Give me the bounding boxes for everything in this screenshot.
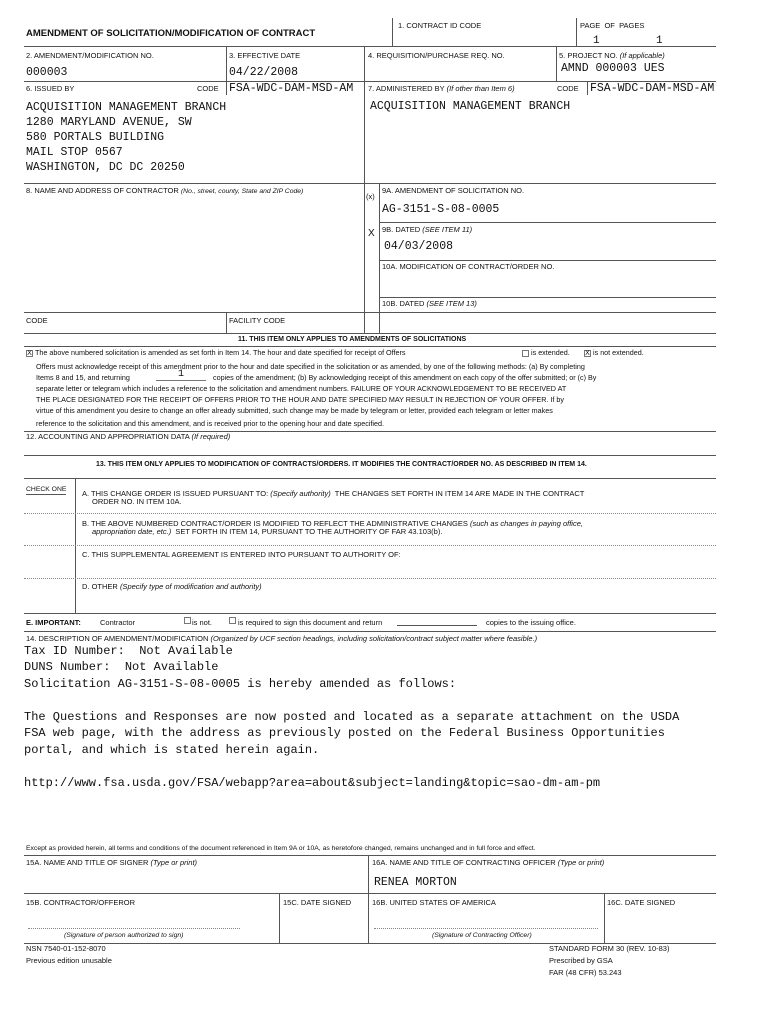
administered-by-label: 7. ADMINISTERED BY (If other than Item 6) xyxy=(368,84,515,93)
project-no-value: AMND 000003 UES xyxy=(561,62,665,75)
nsn-text: NSN 7540-01-152-8070 xyxy=(26,944,106,953)
item-11-checkbox[interactable]: X xyxy=(27,350,32,357)
important-label: E. IMPORTANT: xyxy=(26,618,81,627)
rule xyxy=(364,46,365,82)
tax-id-line: Tax ID Number: Not Available xyxy=(24,644,233,658)
project-no-label: 5. PROJECT NO. (If applicable) xyxy=(559,51,665,60)
pages-value: 1 xyxy=(656,35,663,47)
description-line: portal, and which is stated herein again. xyxy=(24,743,320,757)
copies-to-office-label: copies to the issuing office. xyxy=(486,618,576,627)
amendment-no-value: 000003 xyxy=(26,66,68,79)
rule xyxy=(392,18,393,47)
code-label: CODE xyxy=(26,316,48,325)
description-line: The Questions and Responses are now posted and located as a separate attachment on the USDA xyxy=(24,710,680,724)
rule xyxy=(279,893,280,943)
item-11-line1: The above numbered solicitation is amended as set forth in Item 14. The hour and date specified for receipt of Offers xyxy=(35,348,406,357)
is-extended-label: is extended. xyxy=(531,348,570,357)
rule xyxy=(226,46,227,82)
copies-returned-value: 1 xyxy=(156,369,206,381)
x-column-label: (x) xyxy=(366,192,375,201)
officer-date-signed-label: 16C. DATE SIGNED xyxy=(607,898,676,907)
extended-checkbox[interactable] xyxy=(522,350,529,357)
rule xyxy=(24,578,716,579)
item-9-check-mark: X xyxy=(368,228,375,239)
administered-by-code-label: CODE xyxy=(557,84,579,93)
rule xyxy=(24,631,716,632)
rule xyxy=(24,455,716,456)
rule xyxy=(24,346,716,347)
item-11-line3a: Items 8 and 15, and returning xyxy=(36,373,130,382)
rule xyxy=(368,855,369,943)
signature-line xyxy=(374,928,598,929)
modification-date-label: 10B. DATED (SEE ITEM 13) xyxy=(382,299,477,308)
facility-code-label: FACILITY CODE xyxy=(229,316,286,325)
rule xyxy=(226,312,227,333)
rule xyxy=(379,183,380,333)
item-11-line3b: copies of the amendment; (b) By acknowledging receipt of this amendment on each copy of the offer submitted; or (c) By xyxy=(213,373,597,382)
signature-person-caption: (Signature of person authorized to sign) xyxy=(64,932,184,939)
form-title: AMENDMENT OF SOLICITATION/MODIFICATION OF CONTRACT xyxy=(26,28,316,39)
far-text: FAR (48 CFR) 53.243 xyxy=(549,968,622,977)
item-13c-text: C. THIS SUPPLEMENTAL AGREEMENT IS ENTERED INTO PURSUANT TO AUTHORITY OF: xyxy=(82,550,401,559)
duns-line: DUNS Number: Not Available xyxy=(24,660,219,674)
copies-blank[interactable] xyxy=(397,625,477,626)
effective-date-label: 3. EFFECTIVE DATE xyxy=(229,51,301,60)
rule xyxy=(379,297,716,298)
rule xyxy=(24,855,716,856)
rule xyxy=(24,513,716,514)
rule xyxy=(24,312,716,313)
description-line: FSA web page, with the address as previously posted on the Federal Business Opportunities xyxy=(24,726,665,740)
signature-line xyxy=(28,928,240,929)
item-11-line7: reference to the solicitation and this amendment, and is received prior to the opening hour and date specified. xyxy=(36,419,385,428)
solicitation-date-value: 04/03/2008 xyxy=(384,240,454,253)
officer-name-label: 16A. NAME AND TITLE OF CONTRACTING OFFICER (Type or print) xyxy=(372,858,605,867)
item-13b-text: B. THE ABOVE NUMBERED CONTRACT/ORDER IS MODIFIED TO REFLECT THE ADMINISTRATIVE CHANGES (such as changes in paying office, xyxy=(82,519,583,528)
standard-form-text: STANDARD FORM 30 (REV. 10-83) xyxy=(549,944,670,953)
page-of-pages-label: PAGE OF PAGES xyxy=(580,21,645,30)
not-extended-checkbox[interactable]: X xyxy=(585,350,590,357)
rule xyxy=(24,46,716,47)
rule xyxy=(364,81,365,183)
rule xyxy=(556,46,557,82)
rule xyxy=(576,18,577,47)
rule xyxy=(604,893,605,943)
rule xyxy=(24,613,716,614)
solicitation-no-label: 9A. AMENDMENT OF SOLICITATION NO. xyxy=(382,186,525,195)
item-13b-text2: appropriation date, etc.) SET FORTH IN ITEM 14, PURSUANT TO THE AUTHORITY OF FAR 43.103(b). xyxy=(92,527,443,536)
item-11-line6: virtue of this amendment you desire to change an offer already submitted, such change may be made by telegram or letter, provided each telegram or letter makes xyxy=(36,406,553,415)
rule xyxy=(24,545,716,546)
url-line: http://www.fsa.usda.gov/FSA/webapp?area=about&subject=landing&topic=sao-dm-am-pm xyxy=(24,776,601,790)
description-label: 14. DESCRIPTION OF AMENDMENT/MODIFICATION (Organized by UCF section headings, including solicitation/contract subject matter where feasible.) xyxy=(26,634,538,643)
is-not-extended-label: is not extended. xyxy=(593,348,644,357)
item-11-line4: separate letter or telegram which includes a reference to the solicitation and amendment numbers. FAILURE OF YOUR ACKNOWLEDGEMENT TO BE RECEIVED AT xyxy=(36,384,567,393)
contractor-date-signed-label: 15C. DATE SIGNED xyxy=(283,898,352,907)
except-text: Except as provided herein, all terms and conditions of the document referenced in Item 9A or 10A, as heretofore changed, remains unchanged and in full force and effect. xyxy=(26,845,536,852)
signer-name-label: 15A. NAME AND TITLE OF SIGNER (Type or print) xyxy=(26,858,198,867)
solicitation-date-label: 9B. DATED (SEE ITEM 11) xyxy=(382,225,473,234)
item-13a-text2: ORDER NO. IN ITEM 10A. xyxy=(92,497,182,506)
prescribed-text: Prescribed by GSA xyxy=(549,956,613,965)
administered-by-address: ACQUISITION MANAGEMENT BRANCH xyxy=(370,100,571,113)
item-13-heading: 13. THIS ITEM ONLY APPLIES TO MODIFICATION OF CONTRACTS/ORDERS. IT MODIFIES THE CONTRACT/ORDER NO. AS DESCRIBED IN ITEM 14. xyxy=(96,461,587,468)
issued-by-label: 6. ISSUED BY xyxy=(26,84,75,93)
is-required-checkbox[interactable] xyxy=(229,617,236,624)
rule xyxy=(24,333,716,334)
item-11-heading: 11. THIS ITEM ONLY APPLIES TO AMENDMENTS OF SOLICITATIONS xyxy=(238,336,467,343)
is-not-checkbox[interactable] xyxy=(184,617,191,624)
signature-officer-caption: (Signature of Contracting Officer) xyxy=(432,932,532,939)
contract-id-label: 1. CONTRACT ID CODE xyxy=(398,21,482,30)
rule xyxy=(379,260,716,261)
rule xyxy=(24,183,716,184)
issued-by-address: ACQUISITION MANAGEMENT BRANCH 1280 MARYLAND AVENUE, SW 580 PORTALS BUILDING MAIL STOP 0567 WASHINGTON, DC DC 20250 xyxy=(26,101,227,174)
administered-by-code-value: FSA-WDC-DAM-MSD-AM xyxy=(587,82,718,95)
rule xyxy=(364,183,365,333)
item-13a-text: A. THIS CHANGE ORDER IS ISSUED PURSUANT TO: (Specify authority) THE CHANGES SET FORTH IN ITEM 14 ARE MADE IN THE CONTRACT xyxy=(82,489,585,498)
rule xyxy=(379,222,716,223)
check-one-label: CHECK ONE xyxy=(26,486,67,493)
is-not-label: is not. xyxy=(192,618,213,627)
amendment-no-label: 2. AMENDMENT/MODIFICATION NO. xyxy=(26,51,154,60)
is-required-label: is required to sign this document and return xyxy=(238,618,383,627)
issued-by-code-value: FSA-WDC-DAM-MSD-AM xyxy=(226,82,365,95)
item-11-line5: THE PLACE DESIGNATED FOR THE RECEIPT OF OFFERS PRIOR TO THE HOUR AND DATE SPECIFIED MAY RESULT IN REJECTION OF YOUR OFFER. If by xyxy=(36,395,564,404)
modification-no-label: 10A. MODIFICATION OF CONTRACT/ORDER NO. xyxy=(382,262,555,271)
officer-name-value: RENEA MORTON xyxy=(374,876,457,889)
rule xyxy=(24,478,716,479)
contractor-label: Contractor xyxy=(100,618,136,627)
effective-date-value: 04/22/2008 xyxy=(229,66,299,79)
requisition-no-label: 4. REQUISITION/PURCHASE REQ. NO. xyxy=(368,51,505,60)
item-13d-text: D. OTHER (Specify type of modification and authority) xyxy=(82,582,262,591)
accounting-data-label: 12. ACCOUNTING AND APPROPRIATION DATA (If required) xyxy=(26,432,231,441)
rule xyxy=(24,893,716,894)
contractor-offeror-label: 15B. CONTRACTOR/OFFEROR xyxy=(26,898,136,907)
page-value: 1 xyxy=(593,35,600,47)
item-11-line2: Offers must acknowledge receipt of this amendment prior to the hour and date specified in the solicitation or as amended, by one of the following methods: (a) By completing xyxy=(36,362,585,371)
united-states-label: 16B. UNITED STATES OF AMERICA xyxy=(372,898,496,907)
solicitation-amend-line: Solicitation AG-3151-S-08-0005 is hereby amended as follows: xyxy=(24,677,457,691)
issued-by-code-label: CODE xyxy=(197,84,219,93)
solicitation-no-value: AG-3151-S-08-0005 xyxy=(382,203,500,216)
contractor-address-label: 8. NAME AND ADDRESS OF CONTRACTOR (No., street, county, State and ZIP Code) xyxy=(26,186,304,195)
previous-edition-text: Previous edition unusable xyxy=(26,956,112,965)
